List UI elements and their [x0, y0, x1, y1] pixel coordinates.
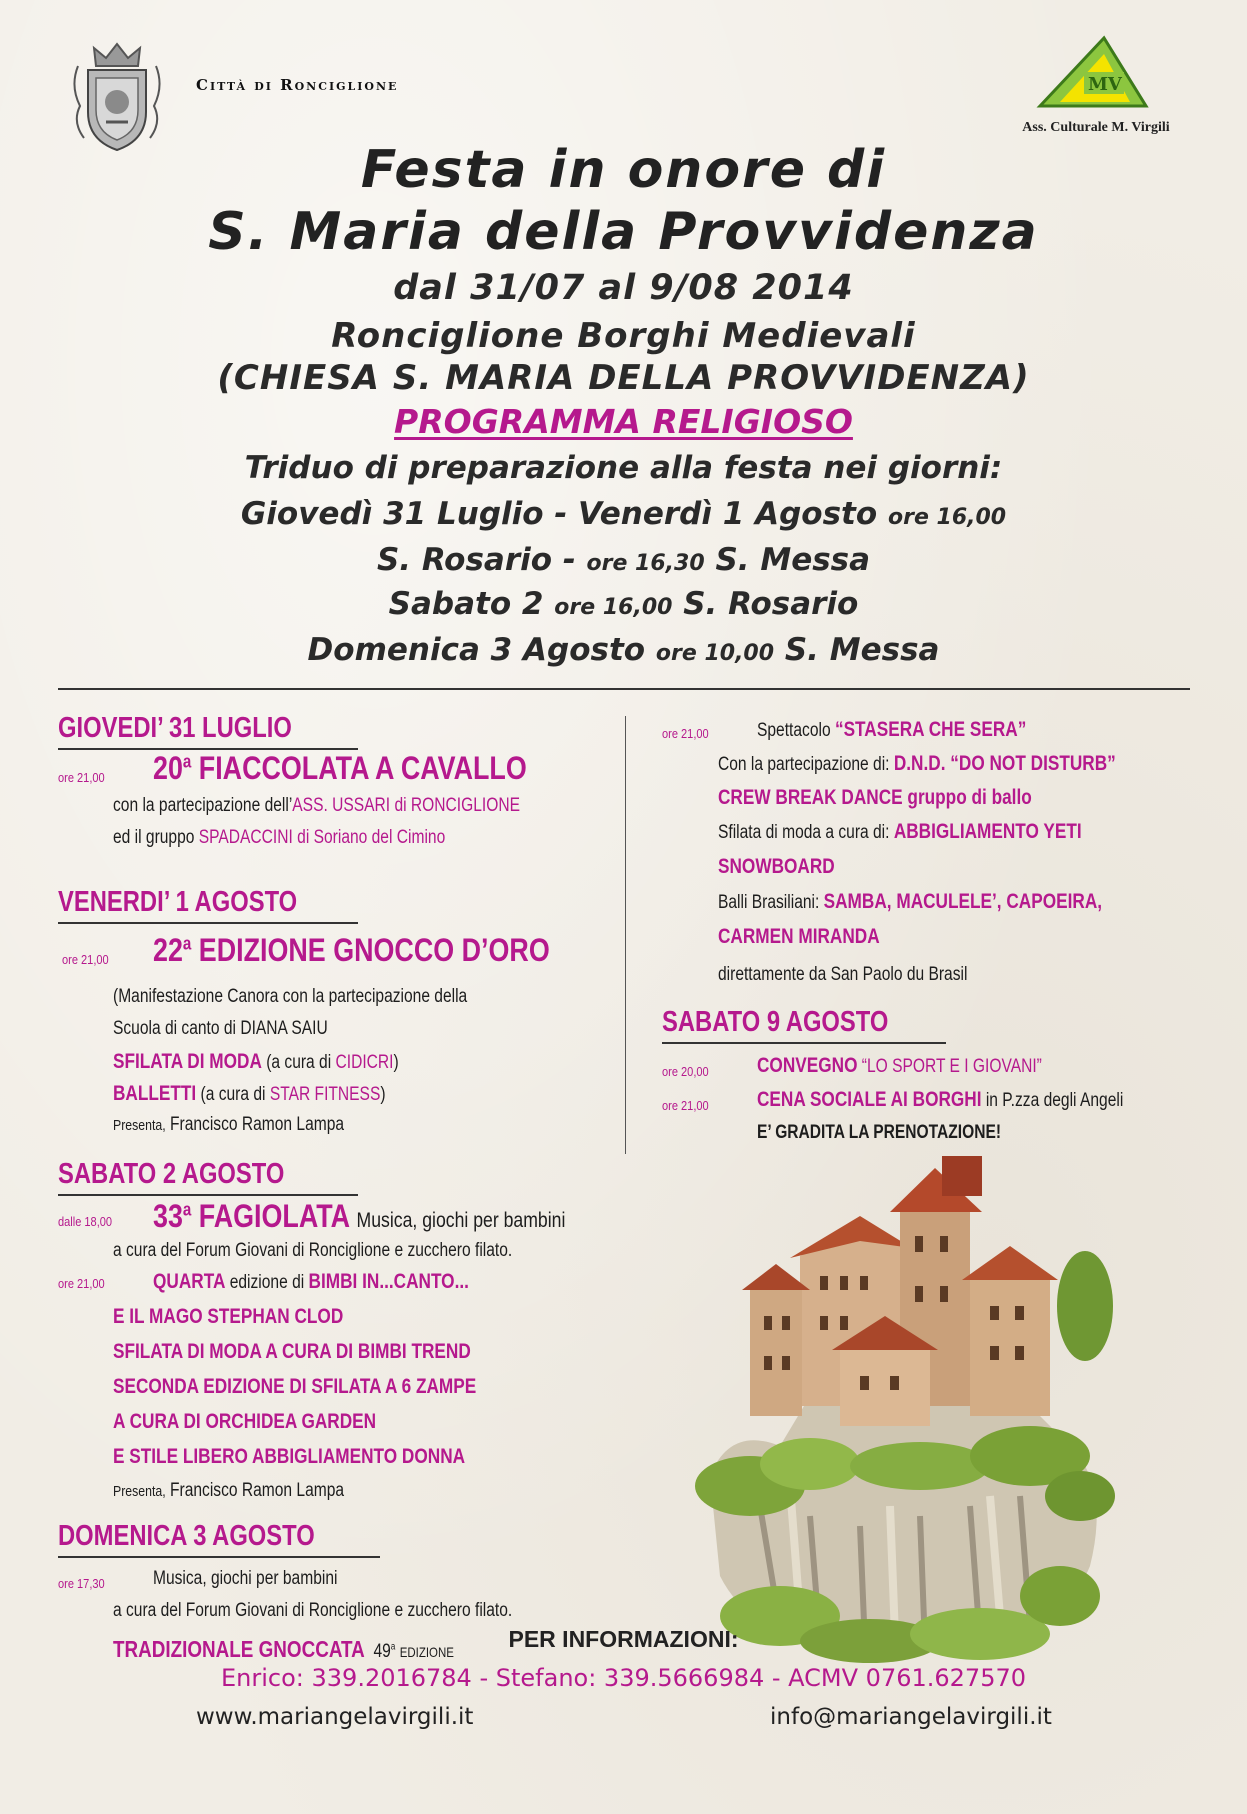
religious-mass: S. Messa	[784, 632, 940, 668]
event-detail: SECONDA EDIZIONE DI SFILATA A 6 ZAMPE	[113, 1375, 477, 1398]
section-divider	[58, 688, 1190, 690]
email-link[interactable]: info@mariangelavirgili.it	[770, 1704, 1052, 1730]
title-line-1: Festa in onore di	[360, 140, 887, 200]
religious-time: ore 16,30	[586, 551, 705, 576]
day-heading-sabato-2: SABATO 2 AGOSTO	[58, 1158, 285, 1190]
religious-day: Sabato 2	[388, 586, 544, 622]
event-detail: SFILATA DI MODA A CURA DI BIMBI TREND	[113, 1340, 471, 1363]
event-detail: Scuola di canto di DIANA SAIU	[113, 1018, 328, 1039]
religious-day: Domenica 3 Agosto	[307, 632, 646, 668]
castle-on-rock-illustration	[690, 1146, 1120, 1666]
religious-time: ore 16,00	[554, 595, 673, 620]
event-detail: SFILATA DI MODA (a cura di CIDICRI)	[113, 1050, 399, 1073]
event-detail: A CURA DI ORCHIDEA GARDEN	[113, 1410, 377, 1433]
religious-rosary: S. Rosario -	[376, 542, 576, 578]
svg-text:MV: MV	[1088, 74, 1122, 95]
program-heading: PROGRAMMA RELIGIOSO	[394, 402, 853, 441]
event-detail: a cura del Forum Giovani di Ronciglione e zucchero filato.	[113, 1240, 513, 1261]
event-detail: CARMEN MIRANDA	[718, 925, 880, 948]
event-detail: TRADIZIONALE GNOCCATA 49$^a$ EDIZIONE	[113, 1636, 454, 1662]
triduo-line: Triduo di preparazione alla festa nei giorni:	[244, 450, 1003, 486]
religious-days: Giovedì 31 Luglio - Venerdì 1 Agosto	[240, 496, 878, 532]
event-time: dalle 18,00	[58, 1214, 113, 1229]
event-detail: CONVEGNO “LO SPORT E I GIOVANI”	[757, 1054, 1042, 1077]
event-time: ore 21,00	[62, 952, 109, 967]
contact-phones: Enrico: 339.2016784 - Stefano: 339.5666984 - ACMV 0761.627570	[221, 1664, 1026, 1692]
event-detail: E’ GRADITA LA PRENOTAZIONE!	[757, 1122, 1002, 1143]
event-title-fagiolata: 33$^a$ FAGIOLATA Musica, giochi per bambini	[153, 1198, 566, 1234]
info-heading: PER INFORMAZIONI:	[508, 1626, 739, 1652]
day-heading-sabato-9: SABATO 9 AGOSTO	[662, 1006, 889, 1038]
event-detail: CREW BREAK DANCE gruppo di ballo	[718, 786, 1032, 809]
event-detail: Musica, giochi per bambini	[153, 1568, 338, 1589]
religious-rosary: S. Rosario	[683, 586, 859, 622]
event-detail: Presenta, Francisco Ramon Lampa	[113, 1114, 345, 1135]
website-link[interactable]: www.mariangelavirgili.it	[196, 1704, 474, 1730]
festival-dates: dal 31/07 al 9/08 2014	[393, 268, 854, 308]
day-heading-venerdi: VENERDI’ 1 AGOSTO	[58, 886, 298, 918]
religious-mass: S. Messa	[715, 542, 871, 578]
religious-line-3	[0, 542, 1247, 578]
event-detail: Balli Brasiliani: SAMBA, MACULELE’, CAPOEIRA,	[718, 890, 1103, 913]
event-detail: ed il gruppo SPADACCINI di Soriano del Cimino	[113, 827, 446, 848]
association-name: Ass. Culturale M. Virgili	[1022, 120, 1170, 135]
religious-line-2	[0, 496, 1247, 532]
association-logo-icon	[1034, 34, 1152, 112]
day-heading-domenica: DOMENICA 3 AGOSTO	[58, 1520, 315, 1552]
event-detail: Spettacolo “STASERA CHE SERA”	[757, 718, 1027, 741]
event-detail: CENA SOCIALE AI BORGHI in P.zza degli Angeli	[757, 1088, 1124, 1111]
event-time: ore 20,00	[662, 1064, 709, 1079]
event-detail: QUARTA edizione di BIMBI IN...CANTO...	[153, 1270, 469, 1293]
event-time: ore 21,00	[662, 1098, 709, 1113]
event-title-gnocco: 22$^a$ EDIZIONE GNOCCO D’ORO	[153, 932, 550, 968]
event-detail: E IL MAGO STEPHAN CLOD	[113, 1305, 344, 1328]
column-divider	[625, 716, 626, 1154]
event-detail: con la partecipazione dell’ASS. USSARI di RONCIGLIONE	[113, 795, 520, 816]
event-detail: SNOWBOARD	[718, 855, 835, 878]
day-heading-giovedi: GIOVEDI’ 31 LUGLIO	[58, 712, 292, 744]
event-detail: Presenta, Francisco Ramon Lampa	[113, 1480, 345, 1501]
religious-line-5	[0, 632, 1247, 668]
event-time: ore 17,30	[58, 1576, 105, 1591]
religious-time: ore 10,00	[655, 641, 775, 666]
event-detail: a cura del Forum Giovani di Ronciglione e zucchero filato.	[113, 1600, 513, 1621]
day-underline	[58, 1194, 358, 1196]
day-underline	[58, 922, 358, 924]
event-time: ore 21,00	[58, 770, 105, 785]
day-underline	[58, 1556, 380, 1558]
event-time: ore 21,00	[58, 1276, 105, 1291]
event-detail: Sfilata di moda a cura di: ABBIGLIAMENTO YETI	[718, 820, 1082, 843]
title-line-2: S. Maria della Provvidenza	[208, 202, 1039, 262]
festival-place: Ronciglione Borghi Medievali	[331, 316, 916, 356]
event-title-fiaccolata: 20$^a$ FIACCOLATA A CAVALLO	[153, 750, 527, 786]
event-detail: BALLETTI (a cura di STAR FITNESS)	[113, 1082, 386, 1105]
city-name: Città di Ronciglione	[196, 76, 399, 94]
event-detail: (Manifestazione Canora con la partecipazione della	[113, 986, 468, 1007]
event-time: ore 21,00	[662, 726, 709, 741]
event-detail: E STILE LIBERO ABBIGLIAMENTO DONNA	[113, 1445, 466, 1468]
city-crest-icon	[58, 36, 176, 156]
day-underline	[662, 1042, 946, 1044]
religious-line-4	[0, 586, 1247, 622]
religious-time: ore 16,00	[887, 505, 1007, 530]
church-name: (CHIESA S. MARIA DELLA PROVVIDENZA)	[217, 358, 1030, 398]
event-detail: direttamente da San Paolo du Brasil	[718, 964, 968, 985]
event-detail: Con la partecipazione di: D.N.D. “DO NOT DISTURB”	[718, 752, 1116, 775]
